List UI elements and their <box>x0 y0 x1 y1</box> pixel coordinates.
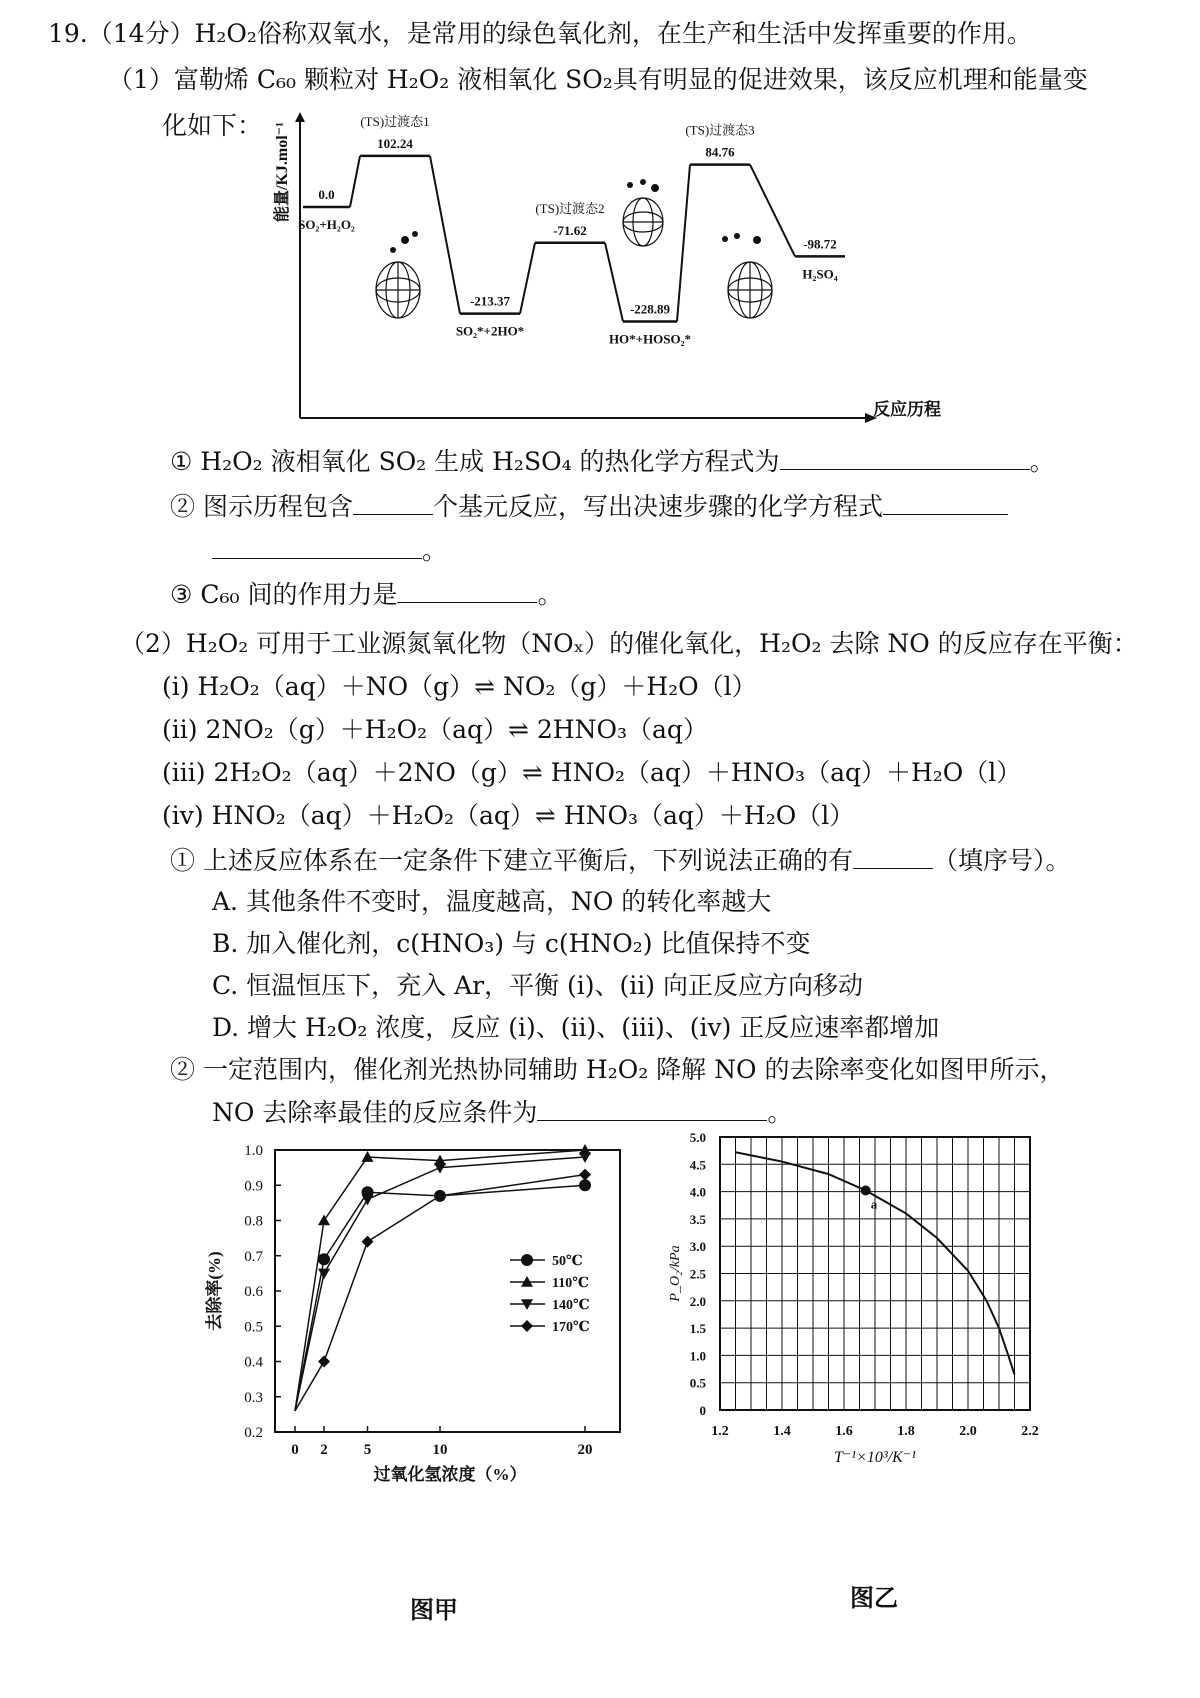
answer-blank[interactable] <box>883 490 1008 515</box>
y-tick-label: 1.0 <box>244 1143 263 1159</box>
energy-value-label: 84.76 <box>705 144 735 160</box>
x-tick-label: 2.2 <box>1021 1424 1039 1439</box>
energy-value-label: -213.37 <box>469 293 511 309</box>
energy-state-label: (TS)过渡态1 <box>360 113 430 129</box>
option-c: C. 恒温恒压下，充入 Ar，平衡 (i)、(ii) 向正反应方向移动 <box>212 971 863 1000</box>
answer-blank[interactable] <box>212 534 422 559</box>
q1-1 <box>170 445 1055 478</box>
energy-state-label: SO₂*+2HO* <box>455 323 525 339</box>
legend-label: 140℃ <box>552 1298 590 1313</box>
energy-value-label: 0.0 <box>318 187 335 202</box>
reaction-iii: (iii) 2H₂O₂（aq）＋2NO（g）⇌ HNO₂（aq）＋HNO₃（aq）＋H₂O（l） <box>162 758 1022 787</box>
y-tick-label: 0.5 <box>244 1319 263 1336</box>
point-a-label: a <box>870 1196 878 1212</box>
y-tick-label: 0.9 <box>244 1178 263 1195</box>
point-a-marker <box>861 1186 871 1196</box>
caption-jia: 图甲 <box>410 1595 458 1624</box>
part1-intro-cont: 化如下： <box>162 111 263 140</box>
part1-intro: （1）富勒烯 C₆₀ 颗粒对 H₂O₂ 液相氧化 SO₂具有明显的促进效果，该反应机理和能量变 <box>108 65 1088 94</box>
q1-3 <box>170 578 563 611</box>
data-point-triangle-up <box>318 1215 330 1226</box>
q1-2-text: ② 图示历程包含 <box>170 492 353 521</box>
y-tick-label: 2.0 <box>689 1293 706 1309</box>
energy-state-label: (TS)过渡态3 <box>685 122 755 138</box>
energy-state-label: (TS)过渡态2 <box>535 200 605 216</box>
y-tick-label: 0.6 <box>244 1284 263 1300</box>
chart-yi <box>665 1125 1055 1535</box>
energy-profile-diagram <box>265 112 975 432</box>
series-line <box>295 1185 585 1411</box>
answer-blank[interactable] <box>853 844 933 869</box>
y-tick-label: 1.5 <box>689 1321 706 1337</box>
q1-1-text: ① H₂O₂ 液相氧化 SO₂ 生成 H₂SO₄ 的热化学方程式为 <box>170 447 780 476</box>
option-d: D. 增大 H₂O₂ 浓度，反应 (i)、(ii)、(iii)、(iv) 正反应速率都增加 <box>212 1013 940 1042</box>
x-tick-label: 2.0 <box>959 1424 977 1439</box>
x-axis-label: 过氧化氢浓度（%） <box>373 1465 527 1484</box>
energy-value-label: -98.72 <box>803 236 837 252</box>
x-tick-label: 2 <box>320 1442 328 1458</box>
reaction-iv: (iv) HNO₂（aq）＋H₂O₂（aq）⇌ HNO₃（aq）＋H₂O（l） <box>162 801 855 830</box>
c60-molecule-icons <box>376 198 772 318</box>
x-tick-label: 5 <box>363 1442 372 1458</box>
answer-blank[interactable] <box>397 578 537 603</box>
chart-jia <box>190 1140 670 1540</box>
q1-3-text: ③ C₆₀ 间的作用力是 <box>170 580 398 609</box>
y-tick-label: 0 <box>699 1403 706 1418</box>
legend-label: 50℃ <box>552 1254 583 1269</box>
q1-1-end: 。 <box>1029 447 1055 476</box>
x-tick-label: 1.2 <box>711 1424 729 1439</box>
option-b: B. 加入催化剂，c(HNO₃) 与 c(HNO₂) 比值保持不变 <box>212 929 811 958</box>
data-point-circle <box>521 1254 533 1266</box>
energy-xlabel: 反应历程 <box>873 400 941 419</box>
energy-connector <box>520 243 535 314</box>
x-tick-label: 1.4 <box>773 1424 791 1439</box>
y-tick-label: 1.0 <box>689 1348 706 1364</box>
y-tick-label: 0.8 <box>244 1213 263 1230</box>
question-title: 19.（14分）H₂O₂俗称双氧水，是常用的绿色氧化剂，在生产和生活中发挥重要的作用。 <box>48 19 1032 48</box>
y-tick-label: 5.0 <box>689 1130 706 1145</box>
y-tick-label: 0.4 <box>244 1354 263 1371</box>
y-tick-label: 0.7 <box>244 1248 263 1265</box>
q1-2-cont <box>212 534 447 567</box>
energy-state-label: HO*+HOSO₂* <box>608 331 692 347</box>
data-point-triangle-up <box>362 1151 374 1162</box>
q2-2-end: 。 <box>767 1098 793 1127</box>
energy-value-label: -228.89 <box>629 301 671 317</box>
x-tick-label: 0 <box>291 1442 299 1458</box>
data-point-diamond <box>521 1320 533 1332</box>
q1-2 <box>170 490 1008 523</box>
q2-2-text: NO 去除率最佳的反应条件为 <box>212 1098 538 1127</box>
energy-connector <box>677 165 690 322</box>
data-point-diamond <box>318 1356 330 1368</box>
energy-value-label: -71.62 <box>553 222 587 238</box>
data-point-triangle-down <box>434 1163 446 1174</box>
y-tick-label: 2.5 <box>689 1266 706 1282</box>
q2-2: ② 一定范围内，催化剂光热协同辅助 H₂O₂ 降解 NO 的去除率变化如图甲所示， <box>170 1055 1065 1084</box>
data-point-circle <box>579 1179 591 1191</box>
x-tick-label: 1.8 <box>897 1424 915 1439</box>
x-tick-label: 10 <box>432 1442 448 1458</box>
y-tick-label: 0.3 <box>244 1389 263 1406</box>
energy-state-label: H₂SO₄ <box>802 266 838 282</box>
data-point-diamond <box>579 1169 591 1181</box>
caption-yi: 图乙 <box>850 1583 898 1612</box>
y-axis-label: P_O₂/kPa <box>668 1245 683 1302</box>
reaction-ii: (ii) 2NO₂（g）＋H₂O₂（aq）⇌ 2HNO₃（aq） <box>162 715 708 744</box>
q1-2-end: 。 <box>422 536 448 565</box>
energy-value-label: 102.24 <box>377 135 413 151</box>
x-tick-label: 1.6 <box>835 1424 853 1439</box>
reaction-i: (i) H₂O₂（aq）＋NO（g）⇌ NO₂（g）＋H₂O（l） <box>162 672 757 701</box>
data-point-diamond <box>362 1236 374 1248</box>
data-point-circle <box>318 1253 330 1265</box>
series-line <box>295 1175 585 1411</box>
y-tick-label: 3.5 <box>689 1211 706 1227</box>
energy-axes <box>295 112 877 423</box>
q1-3-end: 。 <box>537 580 563 609</box>
energy-connector <box>430 156 460 314</box>
q2-1 <box>170 844 1070 877</box>
option-a: A. 其他条件不变时，温度越高，NO 的转化率越大 <box>212 887 772 916</box>
x-tick-label: 20 <box>577 1442 593 1458</box>
legend-label: 170℃ <box>552 1320 590 1335</box>
q2-1-text: ① 上述反应体系在一定条件下建立平衡后，下列说法正确的有 <box>170 846 853 875</box>
y-axis-label: 去除率(%) <box>205 1251 224 1331</box>
y-tick-label: 0.5 <box>689 1375 706 1391</box>
q2-1-end: （填序号）。 <box>932 846 1071 875</box>
answer-blank[interactable] <box>780 445 1030 470</box>
y-tick-label: 4.0 <box>689 1184 706 1200</box>
energy-ylabel: 能量/KJ.mol⁻¹ <box>274 122 291 222</box>
y-tick-label: 0.2 <box>244 1425 263 1441</box>
plot-frame <box>275 1150 620 1432</box>
energy-state-label: SO₂+H₂O₂ <box>298 217 355 232</box>
energy-connector <box>350 156 360 207</box>
q1-2-mid: 个基元反应，写出决速步骤的化学方程式 <box>432 492 883 521</box>
y-tick-label: 4.5 <box>689 1157 706 1173</box>
answer-blank[interactable] <box>537 1096 767 1121</box>
y-tick-label: 3.0 <box>689 1239 706 1255</box>
legend-label: 110℃ <box>552 1276 590 1291</box>
x-axis-label: T⁻¹×10³/K⁻¹ <box>833 1449 917 1466</box>
answer-blank[interactable] <box>353 490 433 515</box>
part2-intro: （2）H₂O₂ 可用于工业源氮氧化物（NOₓ）的催化氧化，H₂O₂ 去除 NO 的反应存在平衡： <box>120 629 1138 658</box>
energy-connector <box>605 243 623 322</box>
